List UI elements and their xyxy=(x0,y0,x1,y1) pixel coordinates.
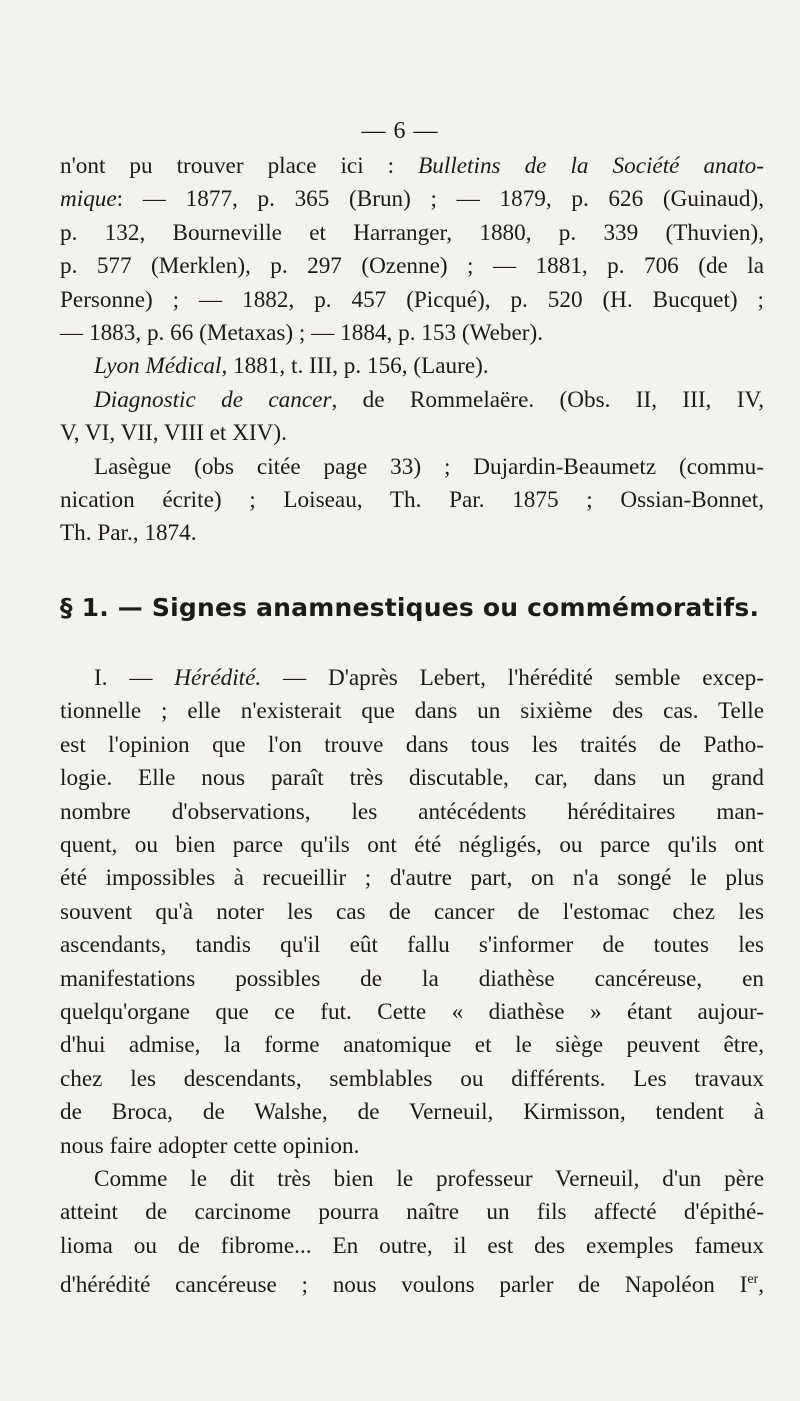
page-number: — 6 — xyxy=(361,118,439,144)
text-line: mique: — 1877, p. 365 (Brun) ; — 1879, p. 626 (Guinaud), xyxy=(60,186,764,213)
text-line: d'hérédité cancéreuse ; nous voulons parler de Napoléon Ier, xyxy=(60,1272,764,1299)
section-heading: § 1. — Signes anamnestiques ou commémoratifs. xyxy=(60,592,760,622)
text-line: ascendants, tandis qu'il eût fallu s'informer de toutes les xyxy=(60,932,764,959)
text-line: logie. Elle nous paraît très discutable, car, dans un grand xyxy=(60,765,764,792)
text-line: atteint de carcinome pourra naître un fils affecté d'épithé- xyxy=(60,1199,764,1226)
journal-title: mique xyxy=(60,186,117,213)
text-line: tionnelle ; elle n'existerait que dans un sixième des cas. Telle xyxy=(60,698,764,725)
text-line: Lasègue (obs citée page 33) ; Dujardin-Beaumetz (commu- xyxy=(94,453,764,480)
text-line: n'ont pu trouver place ici : Bulletins de la Société anato- xyxy=(60,153,764,179)
book-title: Diagnostic de cancer xyxy=(94,386,332,413)
text-line: p. 577 (Merklen), p. 297 (Ozenne) ; — 1881, p. 706 (de la xyxy=(60,253,764,280)
text-line: est l'opinion que l'on trouve dans tous les traités de Patho- xyxy=(60,731,764,758)
superscript: er xyxy=(747,1272,759,1288)
text-line: p. 132, Bourneville et Harranger, 1880, p. 339 (Thuvien), xyxy=(60,219,764,246)
text-line: Th. Par., 1874. xyxy=(60,520,197,547)
subsection-heading: Hérédité. xyxy=(174,664,262,691)
text-line: Personne) ; — 1882, p. 457 (Picqué), p. 520 (H. Bucquet) ; xyxy=(60,286,764,313)
text-line: souvent qu'à noter les cas de cancer de l'estomac chez les xyxy=(60,898,764,925)
text-line: Comme le dit très bien le professeur Verneuil, d'un père xyxy=(94,1165,764,1192)
journal-title: Bulletins de la Société anato- xyxy=(418,153,764,179)
text-line: chez les descendants, semblables ou différents. Les travaux xyxy=(60,1065,764,1092)
heredite-paragraph xyxy=(60,662,764,1163)
journal-title: Lyon Médical xyxy=(94,353,222,380)
references-paragraph xyxy=(60,150,764,551)
text-line: Diagnostic de cancer, de Rommelaëre. (Obs. II, III, IV, xyxy=(94,386,764,413)
text-line: manifestations possibles de la diathèse cancéreuse, en xyxy=(60,965,764,992)
text-line: été impossibles à recueillir ; d'autre part, on n'a songé le plus xyxy=(60,865,764,892)
text-line: nication écrite) ; Loiseau, Th. Par. 1875 ; Ossian-Bonnet, xyxy=(60,487,764,514)
text-line: Lyon Médical, 1881, t. III, p. 156, (Laure). xyxy=(94,353,489,380)
text-line: nous faire adopter cette opinion. xyxy=(60,1132,360,1159)
text-line: de Broca, de Walshe, de Verneuil, Kirmisson, tendent à xyxy=(60,1099,764,1126)
text-line: V, VI, VII, VIII et XIV). xyxy=(60,420,287,447)
verneuil-paragraph xyxy=(60,1163,764,1303)
text-line: — 1883, p. 66 (Metaxas) ; — 1884, p. 153 (Weber). xyxy=(60,320,544,347)
text-line: nombre d'observations, les antécédents héréditaires man- xyxy=(60,798,764,825)
text-line: d'hui admise, la forme anatomique et le siège peuvent être, xyxy=(60,1032,764,1059)
text-line: quelqu'organe que ce fut. Cette « diathèse » étant aujour- xyxy=(60,998,764,1025)
text-line: quent, ou bien parce qu'ils ont été négligés, ou parce qu'ils ont xyxy=(60,831,764,858)
text-line: I. — Hérédité. — D'après Lebert, l'hérédité semble excep- xyxy=(94,664,764,691)
text-line: lioma ou de fibrome... En outre, il est des exemples fameux xyxy=(60,1232,764,1259)
